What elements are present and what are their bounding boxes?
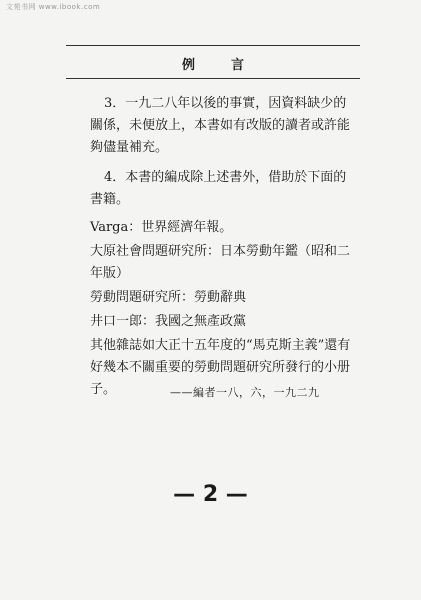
body-text <box>90 93 352 401</box>
watermark: 文苑书网 www.ibook.com <box>6 3 101 11</box>
editor-signature: ——編者一八，六，一九二九 <box>170 386 320 399</box>
reference-item: 大原社會問題研究所：日本勞動年鑑（昭和二年版） <box>90 244 351 281</box>
reference-item: 井口一郎：我國之無產政黨 <box>90 314 247 329</box>
paragraph-4: 4．本書的編成除上述書外，借助於下面的書籍。 <box>90 170 347 207</box>
reference-item: Varga：世界經濟年報。 <box>90 220 233 235</box>
paragraph-3: 3．一九二八年以後的事實，因資料缺少的關係，未便放上，本書如有改版的讀者或許能夠儘量補充。 <box>90 96 351 155</box>
header-left-char: 例 <box>181 58 195 73</box>
reference-item: 勞動問題研究所：勞動辭典 <box>90 290 247 305</box>
closing-note: 其他雜誌如大正十五年度的“馬克斯主義”還有好幾本不關重要的勞動問題研究所發行的小册子。 <box>90 338 351 397</box>
page-number: — 2 — <box>173 482 248 507</box>
header-rule-top <box>66 45 360 46</box>
reference-list <box>90 217 352 333</box>
header-rule-bottom <box>66 78 360 79</box>
running-header <box>66 54 360 73</box>
header-right-char: 言 <box>231 58 245 73</box>
